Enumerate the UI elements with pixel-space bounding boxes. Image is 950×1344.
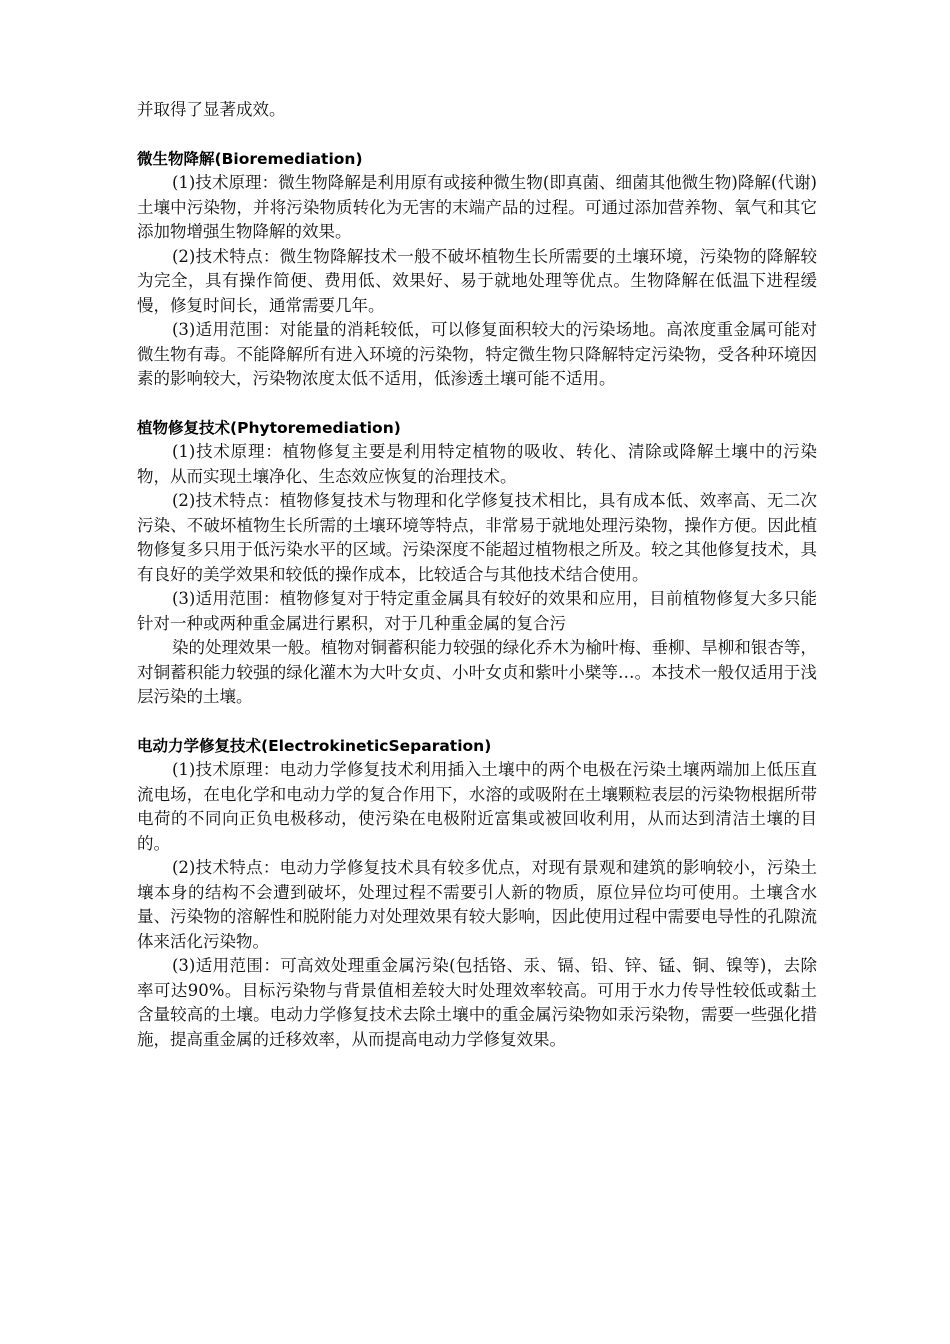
ek-scope: (3)适用范围：可高效处理重金属污染(包括铬、汞、镉、铅、锌、锰、铜、镍等)，去除率可达90%。目标污染物与背景值相差较大时处理效率较高。可用于水力传导性较低或黏土含量较高的土壤。电动力学修复技术去除土壤中的重金属污染物如汞污染物，需要一些强化措施，提高重金属的迁移效率，从而提高电动力学修复效果。: [137, 956, 817, 1049]
spacer: [137, 392, 817, 416]
bio-scope: (3)适用范围：对能量的消耗较低，可以修复面积较大的污染场地。高浓度重金属可能对微生物有毒。不能降解所有进入环境的污染物，特定微生物只降解特定污染物，受各种环境因素的影响较大，污染物浓度太低不适用，低渗透土壤可能不适用。: [137, 320, 817, 388]
ek-principle: (1)技术原理：电动力学修复技术利用插入土壤中的两个电极在污染土壤两端加上低压直流电场，在电化学和电动力学的复合作用下，水溶的或吸附在土壤颗粒表层的污染物根据所带电荷的不同向正负电极移动，使污染在电极附近富集或被回收利用，从而达到清洁土壤的目的。: [137, 760, 817, 853]
spacer: [137, 123, 817, 147]
ek-features: (2)技术特点：电动力学修复技术具有较多优点，对现有景观和建筑的影响较小，污染土壤本身的结构不会遭到破坏，处理过程不需要引人新的物质，原位异位均可使用。土壤含水量、污染物的溶解性和脱附能力对处理效果有较大影响，因此使用过程中需要电导性的孔隙流体来活化污染物。: [137, 858, 817, 951]
phyto-features: (2)技术特点：植物修复技术与物理和化学修复技术相比，具有成本低、效率高、无二次污染、不破坏植物生长所需的土壤环境等特点，非常易于就地处理污染物，操作方便。因此植物修复多只用于低污染水平的区域。污染深度不能超过植物根之所及。较之其他修复技术，具有良好的美学效果和较低的操作成本，比较适合与其他技术结合使用。: [137, 491, 817, 584]
bio-features: (2)技术特点：微生物降解技术一般不破坏植物生长所需要的土壤环境，污染物的降解较为完全，具有操作简便、费用低、效果好、易于就地处理等优点。生物降解在低温下进程缓慢，修复时间长，通常需要几年。: [137, 246, 817, 315]
bio-principle: (1)技术原理：微生物降解是利用原有或接种微生物(即真菌、细菌其他微生物)降解(代谢)土壤中污染物，并将污染物质转化为无害的末端产品的过程。可通过添加营养物、氧气和其它添加物增强生物降解的效果。: [137, 173, 817, 241]
phyto-scope-continued: 染的处理效果一般。植物对铜蓄积能力较强的绿化乔木为榆叶梅、垂柳、旱柳和银杏等，对铜蓄积能力较强的绿化灌木为大叶女贞、小叶女贞和紫叶小檗等…。本技术一般仅适用于浅层污染的土壤。: [137, 638, 817, 706]
phyto-principle: (1)技术原理：植物修复主要是利用特定植物的吸收、转化、清除或降解土壤中的污染物，从而实现土壤净化、生态效应恢复的治理技术。: [137, 442, 817, 486]
phyto-scope: (3)适用范围：植物修复对于特定重金属具有较好的效果和应用，目前植物修复大多只能针对一种或两种重金属进行累积，对于几种重金属的复合污: [137, 589, 817, 633]
heading-bioremediation: 微生物降解(Bioremediation): [137, 149, 363, 168]
document-body: [137, 98, 817, 1052]
intro-tail: 并取得了显著成效。: [137, 100, 286, 119]
spacer: [137, 710, 817, 734]
heading-electrokinetic: 电动力学修复技术(ElectrokineticSeparation): [137, 736, 492, 755]
heading-phytoremediation: 植物修复技术(Phytoremediation): [137, 418, 401, 437]
